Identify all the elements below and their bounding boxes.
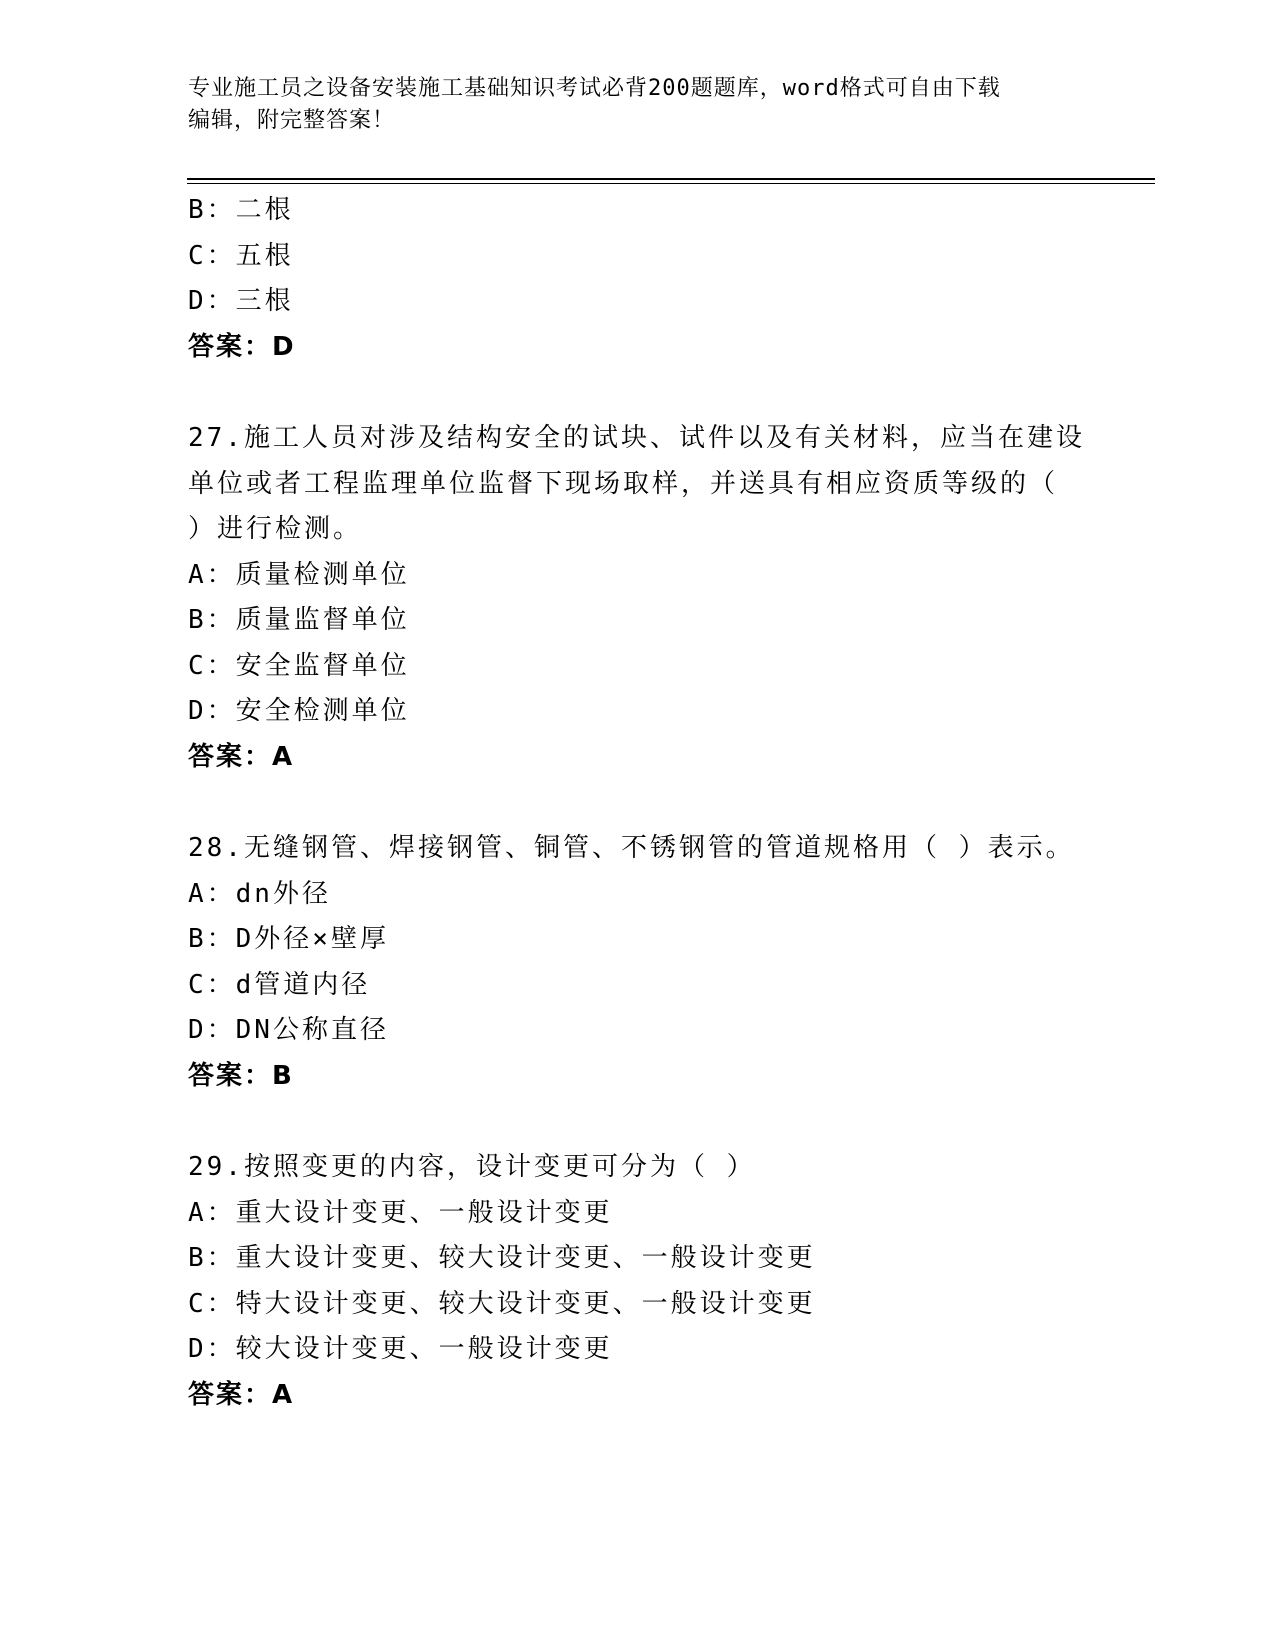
option-a [188,872,1088,918]
option-letter: D： [188,696,236,726]
question-text-line-1: 29.按照变更的内容，设计变更可分为（ ） [188,1152,756,1182]
answer: 答案：A [188,1379,295,1410]
option-text: 三根 [235,286,294,316]
option-letter: A： [188,559,236,590]
question-27 [188,416,1088,780]
option-a [188,553,1088,599]
option-text: 较大设计变更、一般设计变更 [235,1334,613,1364]
option-letter: C： [188,1288,236,1319]
option-letter: A： [188,1197,236,1228]
option-letter: C： [188,240,236,271]
option-letter: D： [188,286,236,316]
option-text: 五根 [235,240,294,271]
question-29 [188,1145,1088,1418]
option-b [188,917,1088,963]
answer: 答案：A [188,741,295,772]
option-b [188,598,1088,644]
option-text: 重大设计变更、一般设计变更 [235,1197,613,1228]
option-letter: B： [188,924,236,954]
option-letter: B： [188,1243,236,1273]
option-c [188,1282,1088,1328]
option-letter: A： [188,878,236,909]
option-text: D外径×壁厚 [235,924,389,954]
answer: 答案：B [188,1060,294,1091]
option-letter: B： [188,605,236,635]
option-text: dn外径 [235,878,331,909]
option-text: 质量监督单位 [235,605,410,635]
option-text: 特大设计变更、较大设计变更、一般设计变更 [235,1288,816,1319]
spacer [188,370,1088,416]
option-letter: C： [188,650,236,681]
option-a [188,1191,1088,1237]
option-b [188,1236,1088,1282]
question-text-line-3: ）进行检测。 [188,514,363,544]
option-letter: D： [188,1334,236,1364]
option-d [188,689,1088,735]
header-title-line-1: 专业施工员之设备安装施工基础知识考试必背200题题库，word格式可自由下载 [188,76,1001,101]
option-text: DN公称直径 [235,1015,389,1045]
option-c [188,234,1088,280]
question-28 [188,826,1088,1099]
question-list [188,188,1088,1418]
option-c [188,963,1088,1009]
option-text: 安全监督单位 [235,650,410,681]
spacer [188,1099,1088,1145]
option-d [188,279,1088,325]
question-text-line-2: 单位或者工程监理单位监督下现场取样，并送具有相应资质等级的（ [188,468,1059,499]
option-text: 质量检测单位 [235,559,410,590]
question-26 [188,188,1088,370]
header-divider [187,178,1155,180]
option-d [188,1008,1088,1054]
option-c [188,644,1088,690]
option-text: 二根 [235,195,294,225]
option-text: 安全检测单位 [235,696,410,726]
question-text-line-1: 27.施工人员对涉及结构安全的试块、试件以及有关材料，应当在建设 [188,423,1085,453]
option-letter: B： [188,195,236,225]
spacer [188,780,1088,826]
option-d [188,1327,1088,1373]
option-letter: C： [188,969,236,1000]
question-text-line-1: 28.无缝钢管、焊接钢管、铜管、不锈钢管的管道规格用（ ）表示。 [188,833,1075,863]
option-text: d管道内径 [235,969,371,1000]
option-letter: D： [188,1015,236,1045]
option-text: 重大设计变更、较大设计变更、一般设计变更 [235,1243,816,1273]
option-b [188,188,1088,234]
header-title-line-2: 编辑，附完整答案！ [188,108,396,133]
document-header [188,73,1088,137]
answer: 答案：D [188,331,296,362]
